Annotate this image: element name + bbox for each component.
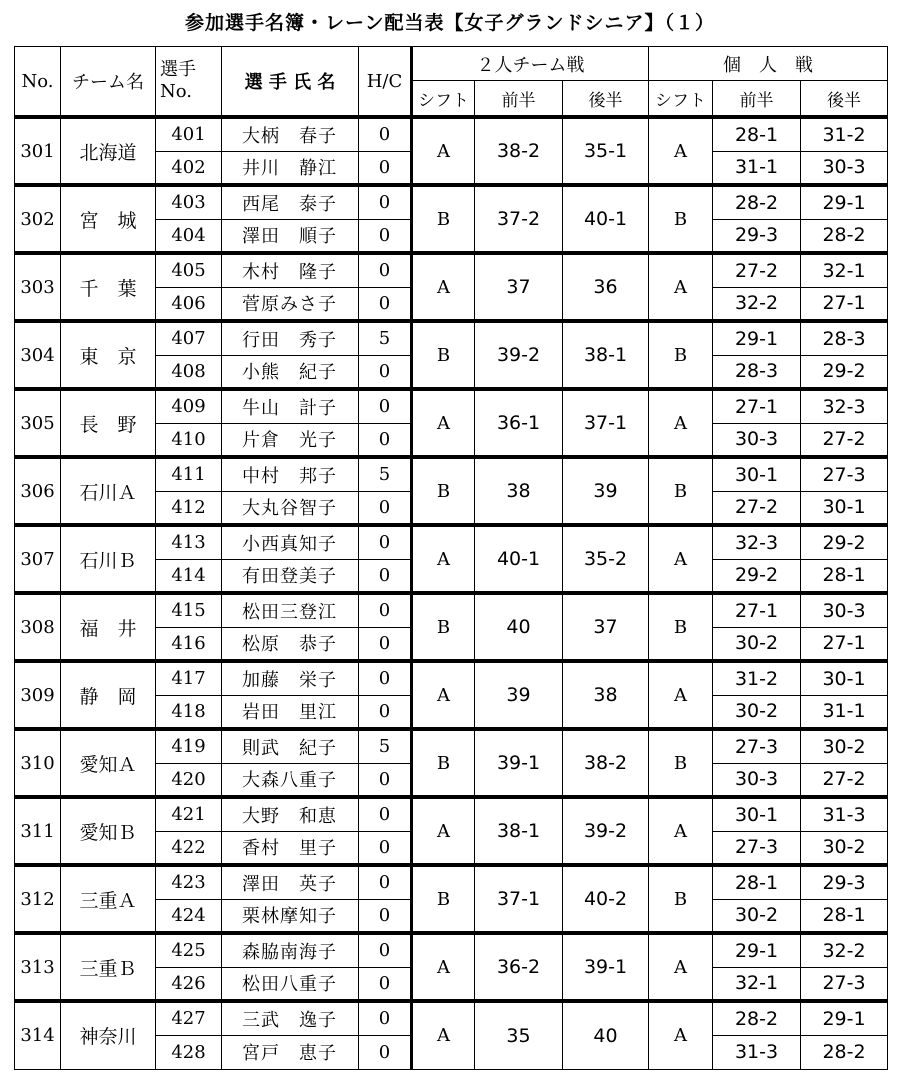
hc-cell: 0 xyxy=(359,865,412,899)
player-no-cell: 407 xyxy=(156,321,222,355)
individual-second-half-cell: 27-1 xyxy=(801,627,888,661)
player-no-cell: 414 xyxy=(156,559,222,593)
table-row xyxy=(15,865,888,899)
individual-first-half-cell: 27-3 xyxy=(713,831,801,865)
player-name-cell: 澤田 順子 xyxy=(222,219,359,253)
individual-shift-cell: B xyxy=(649,457,713,525)
player-no-cell: 420 xyxy=(156,763,222,797)
team-name-cell: 三重Ａ xyxy=(61,865,156,933)
individual-first-half-cell: 32-1 xyxy=(713,967,801,1001)
team-first-half-cell: 37-2 xyxy=(475,185,563,253)
hc-cell: 0 xyxy=(359,1035,412,1069)
team-name-cell: 宮 城 xyxy=(61,185,156,253)
hc-cell: 0 xyxy=(359,525,412,559)
individual-shift-cell: B xyxy=(649,321,713,389)
individual-second-half-cell: 32-3 xyxy=(801,389,888,423)
team-no-cell: 304 xyxy=(15,321,61,389)
team-name-cell: 東 京 xyxy=(61,321,156,389)
team-name-cell: 北海道 xyxy=(61,117,156,185)
individual-first-half-cell: 31-3 xyxy=(713,1035,801,1069)
team-name-cell: 石川Ａ xyxy=(61,457,156,525)
team-shift-cell: B xyxy=(412,457,475,525)
individual-first-half-cell: 30-1 xyxy=(713,797,801,831)
individual-first-half-cell: 28-3 xyxy=(713,355,801,389)
player-name-cell: 栗林摩知子 xyxy=(222,899,359,933)
individual-first-half-cell: 28-2 xyxy=(713,1001,801,1035)
header-ind-first-half: 前半 xyxy=(713,81,801,118)
hc-cell: 0 xyxy=(359,117,412,151)
individual-first-half-cell: 28-2 xyxy=(713,185,801,219)
team-first-half-cell: 36-2 xyxy=(475,933,563,1001)
player-name-cell: 澤田 英子 xyxy=(222,865,359,899)
individual-first-half-cell: 31-2 xyxy=(713,661,801,695)
hc-cell: 0 xyxy=(359,763,412,797)
table-row xyxy=(15,185,888,219)
team-no-cell: 308 xyxy=(15,593,61,661)
player-name-cell: 大柄 春子 xyxy=(222,117,359,151)
table-row xyxy=(15,729,888,763)
hc-cell: 0 xyxy=(359,797,412,831)
table-row xyxy=(15,389,888,423)
player-name-cell: 西尾 泰子 xyxy=(222,185,359,219)
individual-first-half-cell: 29-1 xyxy=(713,321,801,355)
individual-second-half-cell: 30-2 xyxy=(801,729,888,763)
individual-shift-cell: A xyxy=(649,661,713,729)
team-first-half-cell: 38-2 xyxy=(475,117,563,185)
hc-cell: 0 xyxy=(359,559,412,593)
individual-second-half-cell: 29-2 xyxy=(801,355,888,389)
player-name-cell: 木村 隆子 xyxy=(222,253,359,287)
individual-second-half-cell: 31-3 xyxy=(801,797,888,831)
player-name-cell: 有田登美子 xyxy=(222,559,359,593)
hc-cell: 0 xyxy=(359,967,412,1001)
roster-table xyxy=(14,46,888,1070)
hc-cell: 0 xyxy=(359,593,412,627)
team-second-half-cell: 39-1 xyxy=(563,933,649,1001)
team-name-cell: 石川Ｂ xyxy=(61,525,156,593)
individual-first-half-cell: 27-3 xyxy=(713,729,801,763)
team-first-half-cell: 40 xyxy=(475,593,563,661)
individual-second-half-cell: 27-2 xyxy=(801,423,888,457)
individual-second-half-cell: 27-3 xyxy=(801,967,888,1001)
team-first-half-cell: 40-1 xyxy=(475,525,563,593)
table-row xyxy=(15,321,888,355)
player-no-cell: 408 xyxy=(156,355,222,389)
team-shift-cell: A xyxy=(412,1001,475,1069)
team-no-cell: 311 xyxy=(15,797,61,865)
player-no-cell: 402 xyxy=(156,151,222,185)
individual-second-half-cell: 28-1 xyxy=(801,559,888,593)
individual-shift-cell: A xyxy=(649,933,713,1001)
player-name-cell: 小熊 紀子 xyxy=(222,355,359,389)
team-shift-cell: B xyxy=(412,185,475,253)
individual-shift-cell: A xyxy=(649,1001,713,1069)
individual-first-half-cell: 27-1 xyxy=(713,389,801,423)
team-shift-cell: B xyxy=(412,729,475,797)
team-shift-cell: A xyxy=(412,525,475,593)
player-name-cell: 岩田 里江 xyxy=(222,695,359,729)
team-second-half-cell: 37 xyxy=(563,593,649,661)
individual-second-half-cell: 32-2 xyxy=(801,933,888,967)
player-no-cell: 425 xyxy=(156,933,222,967)
player-no-cell: 427 xyxy=(156,1001,222,1035)
player-no-cell: 410 xyxy=(156,423,222,457)
team-name-cell: 三重Ｂ xyxy=(61,933,156,1001)
player-no-cell: 412 xyxy=(156,491,222,525)
team-no-cell: 307 xyxy=(15,525,61,593)
individual-second-half-cell: 30-2 xyxy=(801,831,888,865)
player-no-cell: 409 xyxy=(156,389,222,423)
player-name-cell: 則武 紀子 xyxy=(222,729,359,763)
individual-first-half-cell: 30-2 xyxy=(713,899,801,933)
individual-first-half-cell: 32-2 xyxy=(713,287,801,321)
team-first-half-cell: 38-1 xyxy=(475,797,563,865)
team-shift-cell: B xyxy=(412,865,475,933)
team-second-half-cell: 36 xyxy=(563,253,649,321)
team-shift-cell: A xyxy=(412,389,475,457)
team-second-half-cell: 40-1 xyxy=(563,185,649,253)
team-no-cell: 312 xyxy=(15,865,61,933)
header-hc: H/C xyxy=(359,47,412,118)
player-no-cell: 422 xyxy=(156,831,222,865)
player-no-cell: 411 xyxy=(156,457,222,491)
player-no-cell: 426 xyxy=(156,967,222,1001)
hc-cell: 0 xyxy=(359,253,412,287)
player-name-cell: 大丸谷智子 xyxy=(222,491,359,525)
table-row xyxy=(15,253,888,287)
individual-second-half-cell: 28-2 xyxy=(801,219,888,253)
table-row xyxy=(15,117,888,151)
table-row xyxy=(15,457,888,491)
individual-first-half-cell: 29-3 xyxy=(713,219,801,253)
team-second-half-cell: 35-1 xyxy=(563,117,649,185)
hc-cell: 0 xyxy=(359,151,412,185)
player-name-cell: 行田 秀子 xyxy=(222,321,359,355)
player-name-cell: 井川 静江 xyxy=(222,151,359,185)
individual-second-half-cell: 29-1 xyxy=(801,1001,888,1035)
table-row xyxy=(15,1001,888,1035)
player-no-cell: 403 xyxy=(156,185,222,219)
player-no-cell: 428 xyxy=(156,1035,222,1069)
hc-cell: 0 xyxy=(359,899,412,933)
hc-cell: 0 xyxy=(359,219,412,253)
player-no-cell: 405 xyxy=(156,253,222,287)
team-no-cell: 313 xyxy=(15,933,61,1001)
hc-cell: 0 xyxy=(359,185,412,219)
player-no-cell: 419 xyxy=(156,729,222,763)
individual-second-half-cell: 28-2 xyxy=(801,1035,888,1069)
team-second-half-cell: 40-2 xyxy=(563,865,649,933)
player-no-cell: 416 xyxy=(156,627,222,661)
team-shift-cell: B xyxy=(412,321,475,389)
individual-shift-cell: B xyxy=(649,865,713,933)
individual-shift-cell: A xyxy=(649,389,713,457)
individual-first-half-cell: 27-2 xyxy=(713,491,801,525)
team-second-half-cell: 39 xyxy=(563,457,649,525)
player-name-cell: 松原 恭子 xyxy=(222,627,359,661)
team-first-half-cell: 37-1 xyxy=(475,865,563,933)
table-row xyxy=(15,797,888,831)
hc-cell: 0 xyxy=(359,1001,412,1035)
table-row xyxy=(15,933,888,967)
hc-cell: 0 xyxy=(359,627,412,661)
header-team-event: ２人チーム戦 xyxy=(412,47,649,81)
individual-second-half-cell: 28-3 xyxy=(801,321,888,355)
team-no-cell: 306 xyxy=(15,457,61,525)
header-ind-second-half: 後半 xyxy=(801,81,888,118)
individual-shift-cell: A xyxy=(649,253,713,321)
player-name-cell: 大森八重子 xyxy=(222,763,359,797)
individual-first-half-cell: 30-3 xyxy=(713,763,801,797)
player-no-cell: 401 xyxy=(156,117,222,151)
individual-shift-cell: A xyxy=(649,117,713,185)
header-individual-event: 個 人 戦 xyxy=(649,47,888,81)
table-row xyxy=(15,593,888,627)
hc-cell: 0 xyxy=(359,661,412,695)
player-no-cell: 415 xyxy=(156,593,222,627)
individual-first-half-cell: 30-2 xyxy=(713,627,801,661)
hc-cell: 5 xyxy=(359,457,412,491)
player-no-cell: 413 xyxy=(156,525,222,559)
individual-second-half-cell: 30-3 xyxy=(801,151,888,185)
individual-second-half-cell: 29-2 xyxy=(801,525,888,559)
player-name-cell: 小西真知子 xyxy=(222,525,359,559)
team-second-half-cell: 40 xyxy=(563,1001,649,1069)
player-name-cell: 片倉 光子 xyxy=(222,423,359,457)
player-no-cell: 424 xyxy=(156,899,222,933)
individual-shift-cell: B xyxy=(649,729,713,797)
team-name-cell: 福 井 xyxy=(61,593,156,661)
individual-second-half-cell: 29-1 xyxy=(801,185,888,219)
hc-cell: 0 xyxy=(359,933,412,967)
player-name-cell: 菅原みさ子 xyxy=(222,287,359,321)
player-name-cell: 三武 逸子 xyxy=(222,1001,359,1035)
player-no-cell: 421 xyxy=(156,797,222,831)
individual-first-half-cell: 30-1 xyxy=(713,457,801,491)
individual-first-half-cell: 31-1 xyxy=(713,151,801,185)
player-name-cell: 大野 和恵 xyxy=(222,797,359,831)
table-body xyxy=(15,117,888,1069)
individual-second-half-cell: 27-2 xyxy=(801,763,888,797)
team-name-cell: 愛知Ａ xyxy=(61,729,156,797)
team-shift-cell: A xyxy=(412,661,475,729)
player-no-cell: 406 xyxy=(156,287,222,321)
header-team-second-half: 後半 xyxy=(563,81,649,118)
header-team-name: チーム名 xyxy=(61,47,156,118)
hc-cell: 0 xyxy=(359,491,412,525)
hc-cell: 5 xyxy=(359,321,412,355)
team-no-cell: 314 xyxy=(15,1001,61,1069)
hc-cell: 0 xyxy=(359,695,412,729)
team-no-cell: 310 xyxy=(15,729,61,797)
team-second-half-cell: 39-2 xyxy=(563,797,649,865)
hc-cell: 5 xyxy=(359,729,412,763)
player-no-cell: 423 xyxy=(156,865,222,899)
individual-second-half-cell: 31-2 xyxy=(801,117,888,151)
header-team-first-half: 前半 xyxy=(475,81,563,118)
team-name-cell: 静 岡 xyxy=(61,661,156,729)
individual-first-half-cell: 27-2 xyxy=(713,253,801,287)
individual-shift-cell: A xyxy=(649,797,713,865)
header-no: No. xyxy=(15,47,61,118)
team-no-cell: 301 xyxy=(15,117,61,185)
header-ind-shift: シフト xyxy=(649,81,713,118)
individual-first-half-cell: 29-1 xyxy=(713,933,801,967)
individual-second-half-cell: 30-1 xyxy=(801,661,888,695)
team-no-cell: 303 xyxy=(15,253,61,321)
team-first-half-cell: 39-2 xyxy=(475,321,563,389)
individual-first-half-cell: 28-1 xyxy=(713,117,801,151)
hc-cell: 0 xyxy=(359,831,412,865)
team-shift-cell: A xyxy=(412,117,475,185)
player-name-cell: 牛山 計子 xyxy=(222,389,359,423)
individual-first-half-cell: 29-2 xyxy=(713,559,801,593)
team-name-cell: 神奈川 xyxy=(61,1001,156,1069)
team-name-cell: 長 野 xyxy=(61,389,156,457)
team-shift-cell: B xyxy=(412,593,475,661)
individual-second-half-cell: 30-1 xyxy=(801,491,888,525)
individual-first-half-cell: 30-2 xyxy=(713,695,801,729)
individual-shift-cell: B xyxy=(649,593,713,661)
player-no-cell: 404 xyxy=(156,219,222,253)
header-player-name: 選 手 氏 名 xyxy=(222,47,359,118)
team-first-half-cell: 39-1 xyxy=(475,729,563,797)
team-second-half-cell: 38-1 xyxy=(563,321,649,389)
individual-first-half-cell: 27-1 xyxy=(713,593,801,627)
page-title: 参加選手名簿・レーン配当表【女子グランドシニア】（１） xyxy=(184,12,716,34)
player-no-cell: 417 xyxy=(156,661,222,695)
hc-cell: 0 xyxy=(359,287,412,321)
team-no-cell: 305 xyxy=(15,389,61,457)
table-row xyxy=(15,525,888,559)
team-first-half-cell: 35 xyxy=(475,1001,563,1069)
team-second-half-cell: 37-1 xyxy=(563,389,649,457)
individual-second-half-cell: 29-3 xyxy=(801,865,888,899)
team-no-cell: 309 xyxy=(15,661,61,729)
hc-cell: 0 xyxy=(359,389,412,423)
team-second-half-cell: 38-2 xyxy=(563,729,649,797)
individual-first-half-cell: 30-3 xyxy=(713,423,801,457)
team-shift-cell: A xyxy=(412,933,475,1001)
player-name-cell: 中村 邦子 xyxy=(222,457,359,491)
table-header xyxy=(15,47,888,118)
player-name-cell: 加藤 栄子 xyxy=(222,661,359,695)
hc-cell: 0 xyxy=(359,423,412,457)
team-first-half-cell: 39 xyxy=(475,661,563,729)
header-team-shift: シフト xyxy=(412,81,475,118)
player-name-cell: 香村 里子 xyxy=(222,831,359,865)
player-name-cell: 松田八重子 xyxy=(222,967,359,1001)
individual-second-half-cell: 32-1 xyxy=(801,253,888,287)
hc-cell: 0 xyxy=(359,355,412,389)
player-name-cell: 松田三登江 xyxy=(222,593,359,627)
team-no-cell: 302 xyxy=(15,185,61,253)
individual-second-half-cell: 27-3 xyxy=(801,457,888,491)
team-second-half-cell: 38 xyxy=(563,661,649,729)
individual-first-half-cell: 28-1 xyxy=(713,865,801,899)
player-name-cell: 宮戸 恵子 xyxy=(222,1035,359,1069)
table-row xyxy=(15,661,888,695)
individual-second-half-cell: 28-1 xyxy=(801,899,888,933)
team-first-half-cell: 38 xyxy=(475,457,563,525)
individual-second-half-cell: 27-1 xyxy=(801,287,888,321)
team-shift-cell: A xyxy=(412,253,475,321)
individual-second-half-cell: 31-1 xyxy=(801,695,888,729)
header-player-no: 選手 No. xyxy=(156,47,222,118)
individual-second-half-cell: 30-3 xyxy=(801,593,888,627)
team-name-cell: 千 葉 xyxy=(61,253,156,321)
team-first-half-cell: 37 xyxy=(475,253,563,321)
team-name-cell: 愛知Ｂ xyxy=(61,797,156,865)
individual-shift-cell: B xyxy=(649,185,713,253)
team-second-half-cell: 35-2 xyxy=(563,525,649,593)
player-no-cell: 418 xyxy=(156,695,222,729)
individual-first-half-cell: 32-3 xyxy=(713,525,801,559)
team-first-half-cell: 36-1 xyxy=(475,389,563,457)
player-name-cell: 森脇南海子 xyxy=(222,933,359,967)
team-shift-cell: A xyxy=(412,797,475,865)
individual-shift-cell: A xyxy=(649,525,713,593)
